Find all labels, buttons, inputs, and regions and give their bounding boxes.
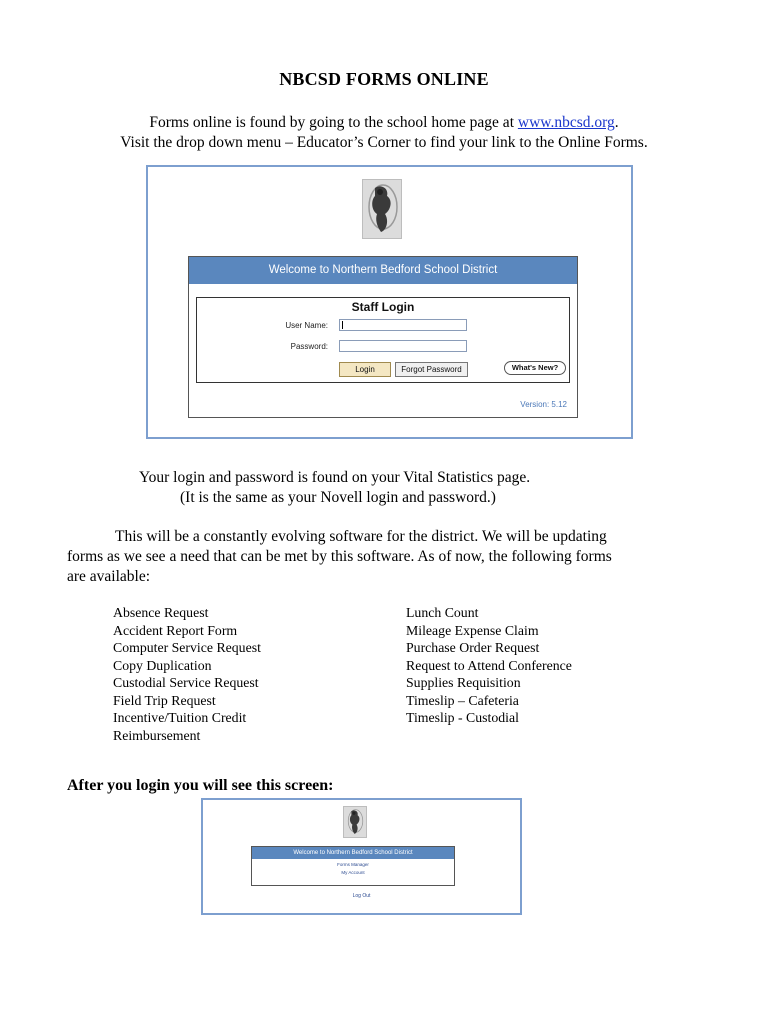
intro-period: . bbox=[614, 114, 619, 131]
list-item: Computer Service Request bbox=[113, 640, 261, 655]
list-item: Custodial Service Request bbox=[113, 675, 259, 690]
list-item: Absence Request bbox=[113, 605, 209, 620]
login-info-line-2: (It is the same as your Novell login and password.) bbox=[180, 489, 496, 506]
evolving-line-2: forms as we see a need that can be met by this software. As of now, the following forms bbox=[67, 548, 612, 565]
login-panel bbox=[188, 256, 578, 418]
text-caret bbox=[342, 321, 343, 329]
forms-list-left bbox=[113, 604, 261, 744]
login-screenshot bbox=[146, 165, 633, 439]
forgot-password-button[interactable]: Forgot Password bbox=[395, 362, 468, 377]
intro-line-1 bbox=[0, 114, 768, 132]
login-button[interactable]: Login bbox=[339, 362, 391, 377]
staff-login-title: Staff Login bbox=[351, 300, 415, 314]
district-crest-icon bbox=[343, 806, 367, 838]
list-item: Purchase Order Request bbox=[406, 640, 540, 655]
list-item: Accident Report Form bbox=[113, 622, 238, 638]
document-title: NBCSD FORMS ONLINE bbox=[279, 69, 489, 89]
list-item: Request to Attend Conference bbox=[406, 657, 572, 673]
login-info-line-1: Your login and password is found on your Vital Statistics page. bbox=[139, 469, 531, 486]
list-item: Lunch Count bbox=[406, 605, 479, 620]
staff-login-form bbox=[196, 297, 570, 383]
evolving-line-3: are available: bbox=[67, 568, 151, 585]
username-label: User Name: bbox=[285, 321, 328, 330]
list-item: Field Trip Request bbox=[113, 692, 216, 708]
welcome-panel bbox=[251, 846, 455, 886]
whats-new-button[interactable]: What's New? bbox=[504, 361, 566, 375]
list-item: Timeslip - Custodial bbox=[406, 710, 519, 725]
intro-text: Forms online is found by going to the school home page at bbox=[149, 114, 518, 131]
intro-line-2: Visit the drop down menu – Educator’s Corner to find your link to the Online Forms. bbox=[120, 134, 648, 151]
after-login-heading: After you login you will see this screen: bbox=[67, 777, 334, 794]
username-input[interactable] bbox=[339, 319, 467, 331]
nbcsd-website-link[interactable]: www.nbcsd.org bbox=[517, 114, 615, 131]
log-out-link[interactable]: Log Out bbox=[352, 893, 371, 899]
password-input[interactable] bbox=[339, 340, 467, 352]
list-item: Reimbursement bbox=[113, 727, 201, 743]
list-item: Supplies Requisition bbox=[406, 675, 521, 690]
after-login-screenshot bbox=[201, 798, 522, 915]
list-item: Timeslip – Cafeteria bbox=[406, 692, 519, 708]
welcome-header: Welcome to Northern Bedford School District bbox=[189, 257, 577, 284]
list-item: Copy Duplication bbox=[113, 657, 212, 673]
forms-manager-link[interactable]: Forms Manager bbox=[337, 862, 369, 867]
my-account-link[interactable]: My Account bbox=[341, 870, 365, 875]
list-item: Mileage Expense Claim bbox=[406, 622, 539, 638]
evolving-line-1: This will be a constantly evolving software for the district. We will be updating bbox=[115, 528, 607, 545]
forms-list-right bbox=[406, 604, 572, 727]
password-label: Password: bbox=[290, 342, 328, 351]
list-item: Incentive/Tuition Credit bbox=[113, 710, 247, 725]
version-label: Version: 5.12 bbox=[520, 400, 567, 409]
welcome-header: Welcome to Northern Bedford School District bbox=[252, 847, 454, 859]
district-crest-icon bbox=[362, 179, 402, 239]
